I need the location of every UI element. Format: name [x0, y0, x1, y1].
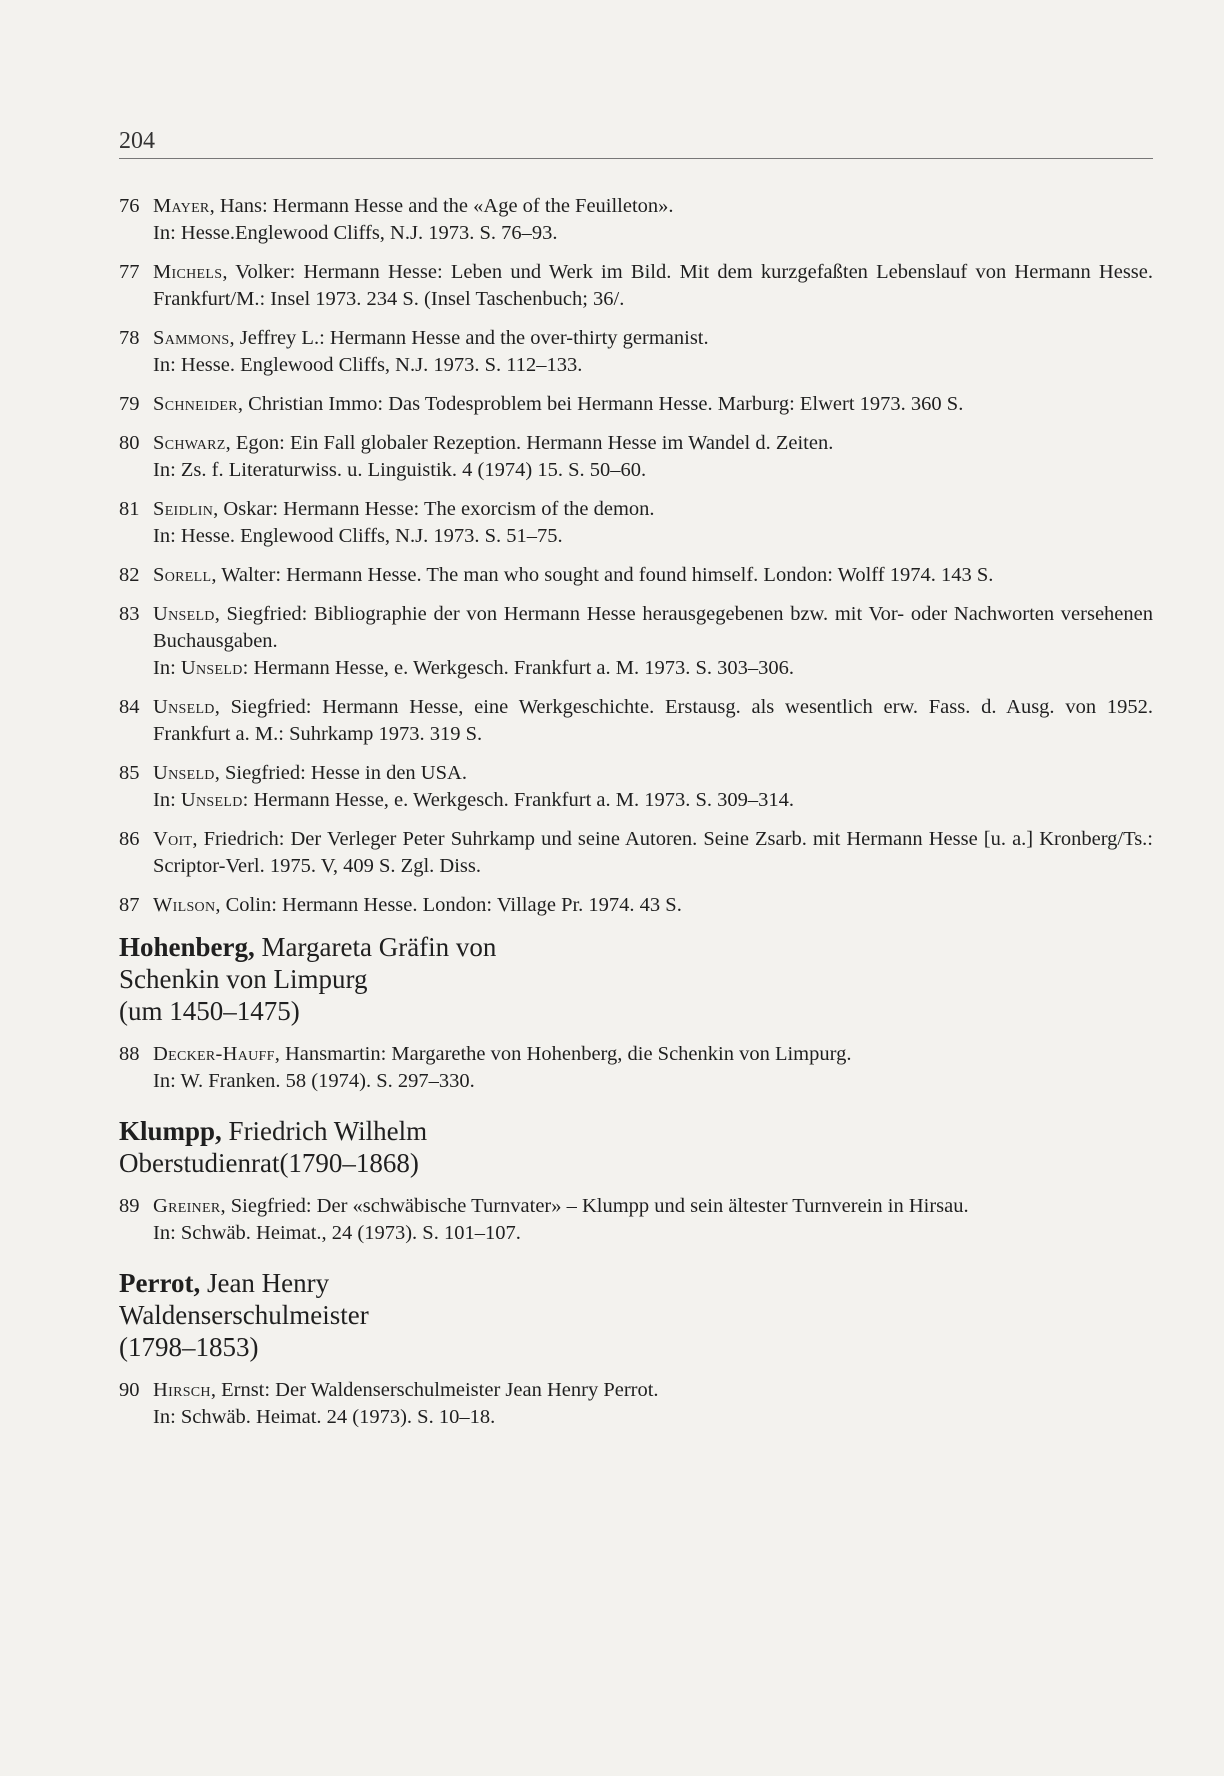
section-dates: (um 1450–1475): [119, 996, 300, 1026]
section-title-line: Oberstudienrat(1790–1868): [119, 1148, 419, 1178]
entry-text: [153, 562, 1153, 589]
entry-source: In: Hesse.Englewood Cliffs, N.J. 1973. S. 76–93.: [153, 222, 558, 244]
entry-text: [153, 391, 1153, 418]
entry-source-author: Unseld: [180, 657, 243, 679]
bibliography-entry: [119, 496, 1153, 550]
section-surname: Perrot,: [119, 1268, 201, 1298]
entry-source: : Hermann Hesse, e. Werkgesch. Frankfurt a. M. 1973. S. 303–306.: [242, 657, 794, 679]
entry-text: [153, 430, 1153, 484]
entry-source-prefix: In:: [153, 789, 181, 811]
entry-source: In: Schwäb. Heimat., 24 (1973). S. 101–107.: [153, 1222, 521, 1244]
entry-number: 89: [119, 1195, 140, 1217]
entry-number: 76: [119, 195, 140, 217]
entry-title: , Egon: Ein Fall globaler Rezeption. Hermann Hesse im Wandel d. Zeiten.: [225, 432, 834, 454]
page-number: 204: [119, 128, 155, 154]
entry-title: , Colin: Hermann Hesse. London: Village Pr. 1974. 43 S.: [215, 894, 682, 916]
section-given-names: Friedrich Wilhelm: [221, 1116, 428, 1146]
entry-number: 83: [119, 603, 140, 625]
entry-title: , Ernst: Der Waldenserschulmeister Jean Henry Perrot.: [210, 1379, 659, 1401]
entry-author: Unseld: [153, 762, 215, 784]
entry-title: , Christian Immo: Das Todesproblem bei Hermann Hesse. Marburg: Elwert 1973. 360 S.: [237, 393, 964, 415]
entry-number: 88: [119, 1043, 140, 1065]
entry-author: Wilson: [153, 894, 216, 916]
entry-source: : Hermann Hesse, e. Werkgesch. Frankfurt a. M. 1973. S. 309–314.: [242, 789, 794, 811]
entry-text: [153, 760, 1153, 814]
entry-title: , Walter: Hermann Hesse. The man who sought and found himself. London: Wolff 1974. 143 S.: [211, 564, 994, 586]
entry-author: Sammons: [153, 327, 230, 349]
entry-text: [153, 496, 1153, 550]
entry-source: In: Hesse. Englewood Cliffs, N.J. 1973. S. 112–133.: [153, 354, 583, 376]
entry-number: 85: [119, 762, 140, 784]
entry-title: , Siegfried: Hesse in den USA.: [214, 762, 467, 784]
entry-text: [153, 1377, 1153, 1431]
bibliography-entry: [119, 694, 1153, 748]
bibliography-entry: [119, 1377, 1153, 1431]
entry-author: Mayer: [153, 195, 210, 217]
entry-title: , Jeffrey L.: Hermann Hesse and the over-thirty germanist.: [229, 327, 709, 349]
entry-title: , Siegfried: Der «schwäbische Turnvater» – Klumpp und sein ältester Turnverein in Hirsau.: [220, 1195, 969, 1217]
section-title-line: Waldenserschulmeister: [119, 1300, 369, 1330]
entry-number: 90: [119, 1379, 140, 1401]
entry-number: 78: [119, 327, 140, 349]
section-surname: Hohenberg,: [119, 932, 255, 962]
entry-source: In: Schwäb. Heimat. 24 (1973). S. 10–18.: [153, 1406, 496, 1428]
entry-number: 79: [119, 393, 140, 415]
entry-number: 77: [119, 261, 140, 283]
entry-author: Seidlin: [153, 498, 214, 520]
section-heading-klumpp: [119, 1115, 1153, 1179]
bibliography-entry: [119, 892, 1153, 919]
entry-text: [153, 892, 1153, 919]
entry-author: Decker-Hauff: [153, 1043, 275, 1065]
entry-number: 84: [119, 696, 140, 718]
entry-author: Schneider: [153, 393, 238, 415]
entry-title: , Siegfried: Bibliographie der von Hermann Hesse herausgegebenen bzw. mit Vor- oder Nachworten versehenen Buchausgaben.: [153, 603, 1153, 652]
entry-source: In: Hesse. Englewood Cliffs, N.J. 1973. S. 51–75.: [153, 525, 563, 547]
entry-title: , Siegfried: Hermann Hesse, eine Werkgeschichte. Erstausg. als wesentlich erw. Fass. d. Ausg. von 1952. Frankfurt a. M.: Suhrkamp 1973. 319 S.: [153, 696, 1153, 745]
entry-author: Unseld: [153, 603, 215, 625]
section-given-names: Jean Henry: [200, 1268, 330, 1298]
bibliography-entry: [119, 391, 1153, 418]
section-heading-hohenberg: [119, 931, 1153, 1027]
entry-text: [153, 826, 1153, 880]
section-surname: Klumpp,: [119, 1116, 222, 1146]
bibliography-entry: [119, 562, 1153, 589]
entry-author: Unseld: [153, 696, 215, 718]
bibliography-entry: [119, 430, 1153, 484]
entry-text: [153, 601, 1153, 682]
entry-title: , Hans: Hermann Hesse and the «Age of the Feuilleton».: [209, 195, 674, 217]
entry-number: 82: [119, 564, 140, 586]
bibliography-entry: [119, 1193, 1153, 1247]
entry-author: Greiner: [153, 1195, 221, 1217]
section-title-line: Schenkin von Limpurg: [119, 964, 368, 994]
entry-source: In: W. Franken. 58 (1974). S. 297–330.: [153, 1070, 475, 1092]
header-rule: [119, 158, 1153, 159]
entry-text: [153, 193, 1153, 247]
entry-text: [153, 1193, 1153, 1247]
entry-number: 80: [119, 432, 140, 454]
entry-source-prefix: In:: [153, 657, 181, 679]
section-heading-perrot: [119, 1267, 1153, 1363]
entry-source: In: Zs. f. Literaturwiss. u. Linguistik. 4 (1974) 15. S. 50–60.: [153, 459, 647, 481]
entry-author: Sorell: [153, 564, 212, 586]
entry-text: [153, 694, 1153, 748]
entry-text: [153, 325, 1153, 379]
bibliography-entry: [119, 193, 1153, 247]
section-dates: (1798–1853): [119, 1332, 259, 1362]
bibliography-entry: [119, 1041, 1153, 1095]
bibliography-entry: [119, 259, 1153, 313]
entry-author: Michels: [153, 261, 223, 283]
entry-number: 86: [119, 828, 140, 850]
entry-title: , Volker: Hermann Hesse: Leben und Werk im Bild. Mit dem kurzgefaßten Lebenslauf von Hermann Hesse. Frankfurt/M.: Insel 1973. 234 S. (Insel Taschenbuch; 36/.: [153, 261, 1153, 310]
bibliography-entry: [119, 760, 1153, 814]
entry-title: , Friedrich: Der Verleger Peter Suhrkamp und seine Autoren. Seine Zsarb. mit Hermann Hesse [u. a.] Kronberg/Ts.: Scriptor-Verl. 1975. V, 409 S. Zgl. Diss.: [153, 828, 1153, 877]
entry-text: [153, 259, 1153, 313]
entry-author: Voit: [153, 828, 193, 850]
entry-author: Hirsch: [153, 1379, 211, 1401]
entry-number: 87: [119, 894, 140, 916]
entry-title: , Hansmartin: Margarethe von Hohenberg, die Schenkin von Limpurg.: [274, 1043, 852, 1065]
section-given-names: Margareta Gräfin von: [254, 932, 497, 962]
entry-number: 81: [119, 498, 140, 520]
bibliography-entry: [119, 325, 1153, 379]
entry-author: Schwarz: [153, 432, 226, 454]
entry-title: , Oskar: Hermann Hesse: The exorcism of the demon.: [213, 498, 655, 520]
entry-source-author: Unseld: [180, 789, 243, 811]
bibliography-content: [119, 193, 1153, 1443]
bibliography-entry: [119, 601, 1153, 682]
entry-text: [153, 1041, 1153, 1095]
bibliography-entry: [119, 826, 1153, 880]
